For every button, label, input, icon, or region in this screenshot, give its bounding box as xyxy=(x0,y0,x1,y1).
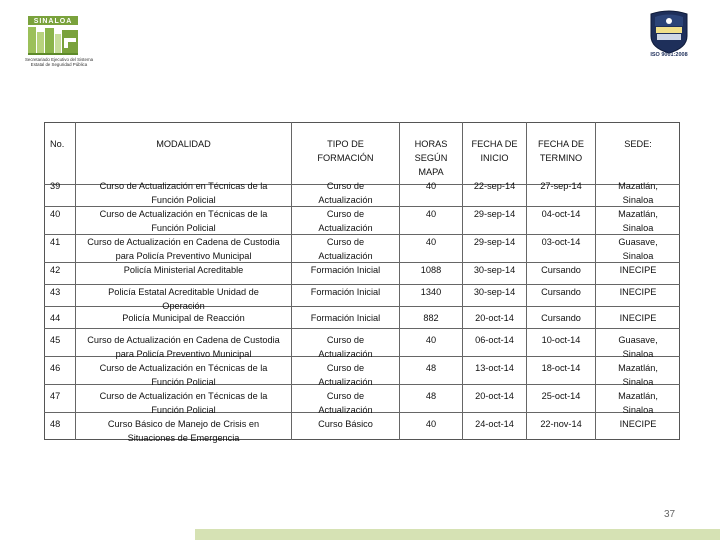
cell-no: 39 xyxy=(50,181,61,191)
cell-modalidad: Curso de Actualización en Cadena de Custodia para Policía Preventivo Municipal xyxy=(87,237,280,261)
cell-tipo: Curso de Actualización xyxy=(318,237,373,261)
cell-tipo: Curso de Actualización xyxy=(318,181,373,205)
cell-modalidad: Curso de Actualización en Técnicas de la Función Policial xyxy=(99,209,268,233)
page-number: 37 xyxy=(664,509,676,520)
inecipe-logo xyxy=(648,8,690,60)
cell-tipo: Curso de Actualización xyxy=(318,209,373,233)
cell-tipo: Formación Inicial xyxy=(310,265,381,275)
cell-inicio: 20-oct-14 xyxy=(475,391,514,401)
cell-no: 40 xyxy=(50,209,61,219)
cell-sede: INECIPE xyxy=(619,419,657,429)
cell-tipo: Curso Básico xyxy=(318,419,373,429)
cell-modalidad: Curso Básico de Manejo de Crisis en Situaciones de Emergencia xyxy=(107,419,260,443)
inecipe-shield-icon xyxy=(648,8,690,54)
header-fecha-termino: FECHA DE TERMINO xyxy=(538,139,584,163)
cell-termino: Cursando xyxy=(541,287,581,297)
footer-bar xyxy=(195,529,720,540)
cell-termino: 22-nov-14 xyxy=(540,419,582,429)
header-sede: SEDE: xyxy=(624,139,652,149)
cell-no: 42 xyxy=(50,265,61,275)
cell-inicio: 22-sep-14 xyxy=(473,181,516,191)
cell-modalidad: Curso de Actualización en Cadena de Custodia para Policía Preventivo Municipal xyxy=(87,335,280,359)
cell-termino: 25-oct-14 xyxy=(541,391,581,401)
cell-tipo: Formación Inicial xyxy=(310,287,381,297)
cell-sede: Guasave, Sinaloa xyxy=(618,237,658,261)
cell-sede: Mazatlán, Sinaloa xyxy=(618,209,658,233)
cell-no: 45 xyxy=(50,335,61,345)
cell-horas: 882 xyxy=(423,313,439,323)
row-divider xyxy=(44,328,680,329)
sinaloa-logo xyxy=(16,14,96,80)
cell-sede: Guasave, Sinaloa xyxy=(618,335,658,359)
cell-sede: Mazatlán, Sinaloa xyxy=(618,391,658,415)
sinaloa-emblem-icon xyxy=(24,14,84,56)
header-modalidad: MODALIDAD xyxy=(156,139,211,149)
header-fecha-inicio: FECHA DE INICIO xyxy=(471,139,518,163)
header-horas: HORAS SEGÚN MAPA xyxy=(414,139,448,177)
cell-horas: 40 xyxy=(425,335,437,345)
logo-caption-line-1: Secretariado Ejecutivo del Sistema xyxy=(24,57,94,62)
cell-termino: 27-sep-14 xyxy=(540,181,582,191)
logo-caption-line-2: Estatal de Seguridad Pública xyxy=(30,62,88,67)
cell-inicio: 13-oct-14 xyxy=(475,363,514,373)
cell-inicio: 29-sep-14 xyxy=(473,209,516,219)
cell-inicio: 30-sep-14 xyxy=(473,265,516,275)
cell-no: 43 xyxy=(50,287,61,297)
cell-sede: INECIPE xyxy=(619,313,657,323)
cell-sede: Mazatlán, Sinaloa xyxy=(618,181,658,205)
cell-modalidad: Policía Municipal de Reacción xyxy=(122,313,245,323)
cell-tipo: Formación Inicial xyxy=(310,313,381,323)
cell-modalidad: Policía Ministerial Acreditable xyxy=(123,265,244,275)
cell-no: 44 xyxy=(50,313,61,323)
cell-inicio: 30-sep-14 xyxy=(473,287,516,297)
cell-horas: 48 xyxy=(425,391,437,401)
cell-termino: Cursando xyxy=(541,313,581,323)
cell-no: 41 xyxy=(50,237,61,247)
cell-horas: 1340 xyxy=(420,287,442,297)
cell-inicio: 20-oct-14 xyxy=(475,313,514,323)
cell-horas: 40 xyxy=(425,181,437,191)
cell-sede: INECIPE xyxy=(619,265,657,275)
cell-no: 48 xyxy=(50,419,61,429)
cell-termino: 10-oct-14 xyxy=(541,335,581,345)
cell-termino: 03-oct-14 xyxy=(541,237,581,247)
cell-no: 46 xyxy=(50,363,61,373)
cell-horas: 40 xyxy=(425,237,437,247)
cell-modalidad: Policía Estatal Acreditable Unidad de Operación xyxy=(108,287,259,311)
cell-tipo: Curso de Actualización xyxy=(318,391,373,415)
cell-horas: 48 xyxy=(425,363,437,373)
cell-modalidad: Curso de Actualización en Técnicas de la Función Policial xyxy=(99,181,268,205)
svg-text:SINALOA: SINALOA xyxy=(33,18,73,26)
cell-sede: Mazatlán, Sinaloa xyxy=(618,363,658,387)
cell-sede: INECIPE xyxy=(619,287,657,297)
cell-modalidad: Curso de Actualización en Técnicas de la Función Policial xyxy=(99,391,268,415)
cell-modalidad: Curso de Actualización en Técnicas de la Función Policial xyxy=(99,363,268,387)
cell-tipo: Curso de Actualización xyxy=(318,335,373,359)
cell-termino: Cursando xyxy=(541,265,581,275)
cell-horas: 40 xyxy=(425,419,437,429)
cell-tipo: Curso de Actualización xyxy=(318,363,373,387)
cell-termino: 04-oct-14 xyxy=(541,209,581,219)
courses-table xyxy=(44,122,680,443)
cell-inicio: 24-oct-14 xyxy=(475,419,514,429)
cell-inicio: 06-oct-14 xyxy=(475,335,514,345)
cell-inicio: 29-sep-14 xyxy=(473,237,516,247)
header-no: No. xyxy=(50,139,65,149)
cell-horas: 1088 xyxy=(420,265,442,275)
iso-label: ISO 9001:2008 xyxy=(650,52,688,58)
cell-no: 47 xyxy=(50,391,61,401)
header-tipo: TIPO DE FORMACIÓN xyxy=(317,139,374,163)
cell-termino: 18-oct-14 xyxy=(541,363,581,373)
cell-horas: 40 xyxy=(425,209,437,219)
